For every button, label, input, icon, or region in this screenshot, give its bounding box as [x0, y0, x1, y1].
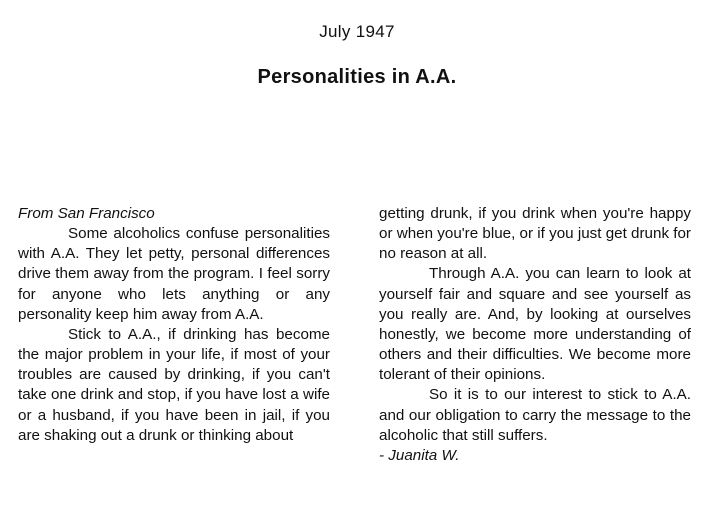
- paragraph-4: So it is to our interest to stick to A.A. and our obligation to carry the message to the alcoholic that still suffers.: [379, 386, 691, 444]
- left-column: [18, 204, 330, 446]
- paragraph-1: Some alcoholics confuse personalities with A.A. They let petty, personal differences drive them away from the program. I feel sorry for anyone who lets anything or any personality keep him away from A.A.: [18, 225, 330, 323]
- article-location: From San Francisco: [18, 205, 155, 222]
- right-column: [379, 204, 691, 466]
- paragraph-2: Stick to A.A., if drinking has become the major problem in your life, if most of your troubles are caused by drinking, if you can't take one drink and stop, if you have lost a wife or a husband, if you have been in jail, if you are shaking out a drunk or thinking about: [18, 325, 330, 444]
- paragraph-2-continued: getting drunk, if you drink when you're happy or when you're blue, or if you just get drunk for no reason at all.: [379, 205, 691, 263]
- paragraph-3: Through A.A. you can learn to look at yourself fair and square and see yourself as you really are. And, by looking at ourselves honestly, we become more understanding of others and their difficulties. We become more tolerant of their opinions.: [379, 265, 691, 384]
- article-signature: - Juanita W.: [379, 446, 460, 464]
- article-date: July 1947: [319, 22, 395, 41]
- article-title: Personalities in A.A.: [257, 66, 457, 88]
